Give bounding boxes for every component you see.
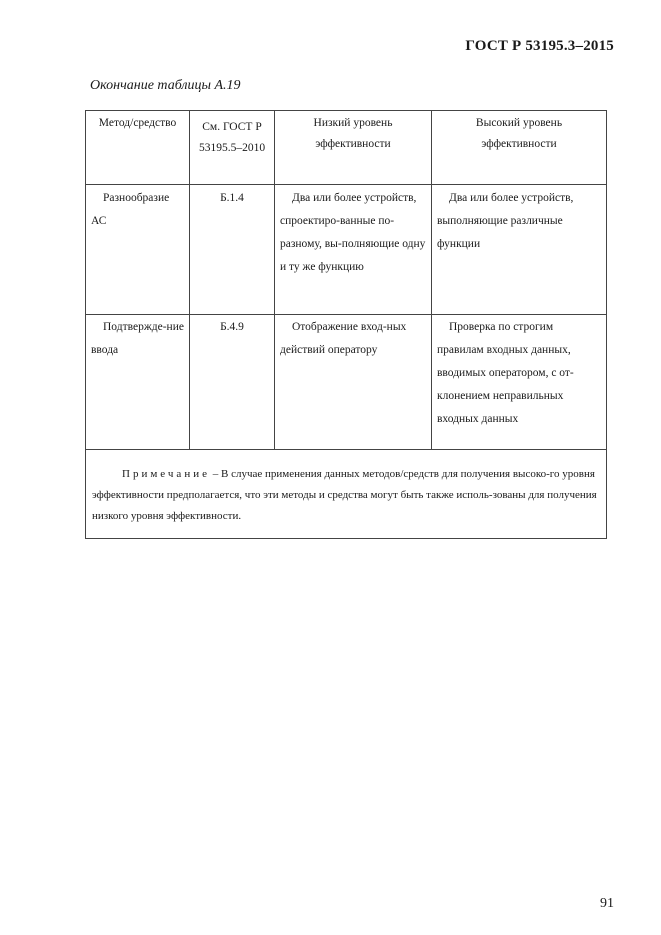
cell-reference: Б.1.4 bbox=[190, 185, 275, 315]
table-row bbox=[86, 185, 607, 315]
cell-method: Разнообразие АС bbox=[86, 185, 190, 315]
table-caption: Окончание таблицы А.19 bbox=[90, 78, 241, 93]
table-row bbox=[86, 315, 607, 450]
data-table bbox=[85, 110, 607, 539]
table-note bbox=[86, 450, 607, 539]
cell-reference: Б.4.9 bbox=[190, 315, 275, 450]
column-header-method: Метод/средство bbox=[86, 111, 190, 185]
note-text: – В случае применения данных методов/средств для получения высоко-го уровня эффективности предполагается, что эти методы и средства могут быть также исполь-зованы для получения низкого уровня эффективности. bbox=[92, 468, 597, 522]
cell-low-level: Отображение вход-ных действий оператору bbox=[275, 315, 432, 450]
table-header-row bbox=[86, 111, 607, 185]
table-note-row bbox=[86, 450, 607, 539]
page-number: 91 bbox=[600, 896, 614, 911]
document-code: ГОСТ Р 53195.3–2015 bbox=[465, 38, 614, 54]
column-header-low-level: Низкий уровень эффективности bbox=[275, 111, 432, 185]
cell-low-level: Два или более устройств, спроектиро-ванные по-разному, вы-полняющие одну и ту же функцию bbox=[275, 185, 432, 315]
cell-high-level: Два или более устройств, выполняющие различные функции bbox=[432, 185, 607, 315]
note-label: Примечание bbox=[122, 468, 210, 480]
cell-method: Подтвержде-ние ввода bbox=[86, 315, 190, 450]
column-header-reference: См. ГОСТ Р 53195.5–2010 bbox=[190, 111, 275, 185]
column-header-high-level: Высокий уровень эффективности bbox=[432, 111, 607, 185]
cell-high-level: Проверка по строгим правилам входных данных, вводимых оператором, с от-клонением неправильных входных данных bbox=[432, 315, 607, 450]
